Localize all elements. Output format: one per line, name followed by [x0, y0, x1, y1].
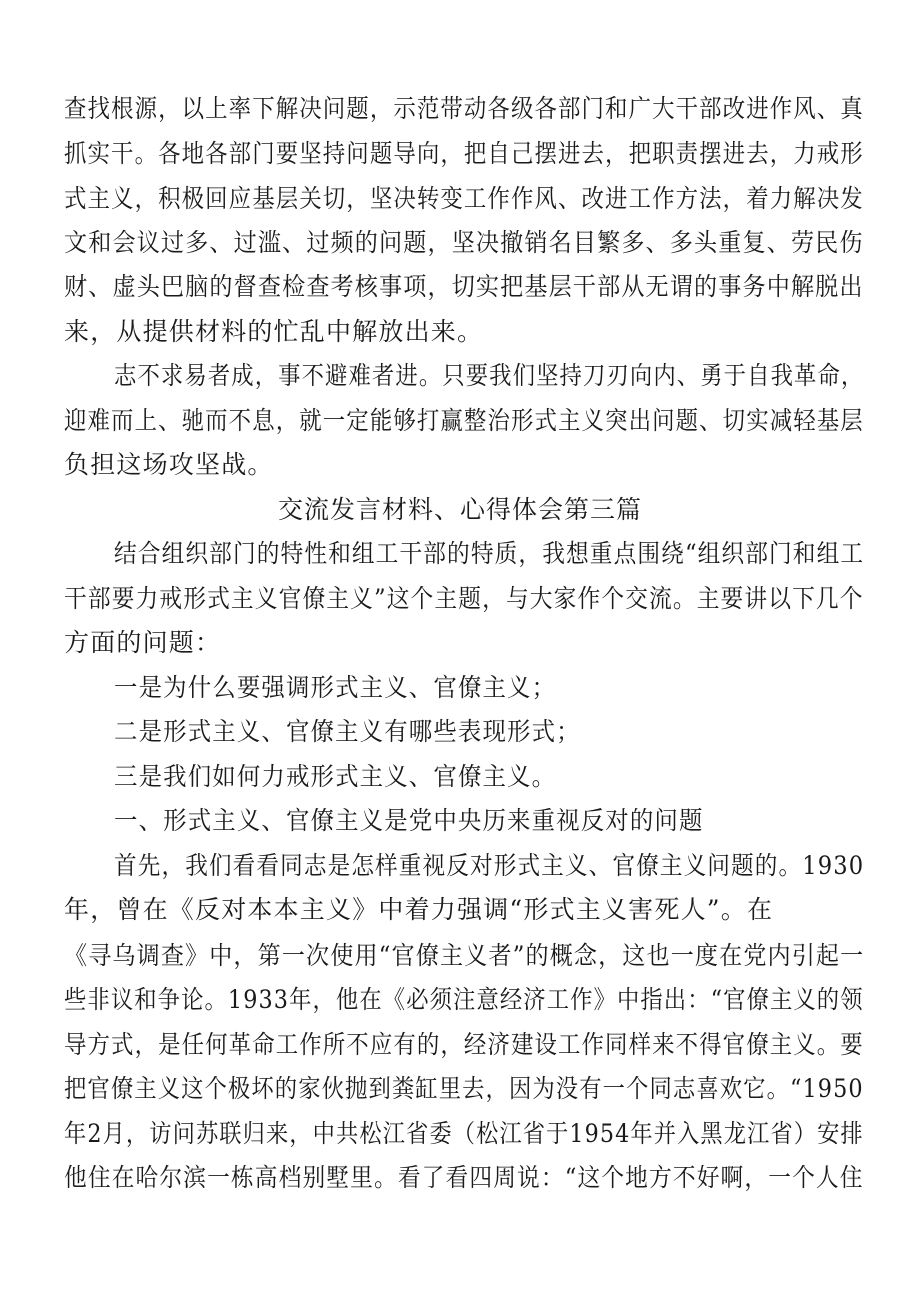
list-item: 三是我们如何力戒形式主义、官僚主义。 [114, 762, 557, 791]
text-line: 结合组织部门的特性和组工干部的特质，我想重点围绕“组织部门和组工 [114, 539, 865, 568]
text-line: 财、虚头巴脑的督查检查考核事项，切实把基层干部从无谓的事务中解脱出 [64, 272, 864, 301]
text-line: 干部要力戒形式主义官僚主义”这个主题，与大家作个交流。主要讲以下几个 [64, 584, 864, 613]
text-line: 他住在哈尔滨一栋高档别墅里。看了看四周说：“这个地方不好啊，一个人住 [64, 1163, 864, 1192]
text-line: 志不求易者成，事不避难者进。只要我们坚持刀刃向内、勇于自我革命， [114, 361, 865, 390]
text-line: 负担这场攻坚战。 [64, 450, 274, 479]
text-line: 导方式，是任何革命工作所不应有的，经济建设工作同样来不得官僚主义。要 [64, 1030, 864, 1059]
text-line: 文和会议过多、过滥、过频的问题，坚决撤销名目繁多、多头重复、劳民伤 [64, 228, 864, 257]
text-line: 抓实干。各地各部门要坚持问题导向，把自己摆进去，把职责摆进去，力戒形 [64, 139, 864, 168]
text-line: 些非议和争论。1933年，他在《必须注意经济工作》中指出：“官僚主义的领 [64, 985, 864, 1014]
text-line: 方面的问题： [64, 628, 222, 657]
list-item: 二是形式主义、官僚主义有哪些表现形式； [114, 717, 581, 746]
text-line: 年，曾在《反对本本主义》中着力强调“形式主义害死人”。在 [64, 895, 774, 924]
text-line: 式主义，积极回应基层关切，坚决转变工作作风、改进工作方法，着力解决发 [64, 184, 864, 213]
list-item: 一是为什么要强调形式主义、官僚主义； [114, 673, 557, 702]
text-line: 迎难而上、驰而不息，就一定能够打赢整治形式主义突出问题、切实减轻基层 [64, 406, 864, 435]
text-line: 首先，我们看看同志是怎样重视反对形式主义、官僚主义问题的。1930 [114, 851, 865, 880]
text-line: 来，从提供材料的忙乱中解放出来。 [64, 317, 484, 346]
text-line: 查找根源，以上率下解决问题，示范带动各级各部门和广大干部改进作风、真 [64, 94, 864, 123]
text-line: 年2月，访问苏联归来，中共松江省委（松江省于1954年并入黑龙江省）安排 [64, 1119, 864, 1148]
subheading: 一、形式主义、官僚主义是党中央历来重视反对的问题 [114, 806, 704, 835]
text-line: 《寻乌调查》中，第一次使用“官僚主义者”的概念，这也一度在党内引起一 [64, 941, 865, 970]
section-title: 交流发言材料、心得体会第三篇 [277, 495, 642, 524]
text-line: 把官僚主义这个极坏的家伙抛到粪缸里去，因为没有一个同志喜欢它。“1950 [64, 1074, 864, 1103]
